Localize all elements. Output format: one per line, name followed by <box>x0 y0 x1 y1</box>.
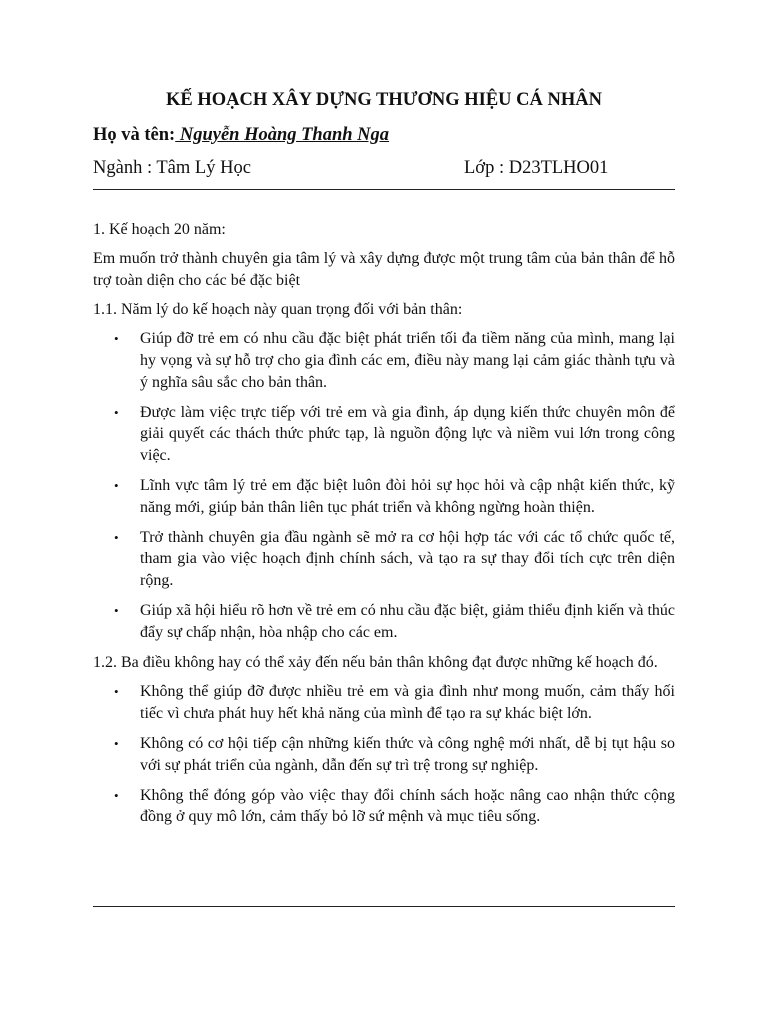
list-item-text: Không thể giúp đỡ được nhiều trẻ em và gia đình như mong muốn, cảm thấy hối tiếc vì chưa phát huy hết khả năng của mình để tạo ra sự khác biệt lớn. <box>140 683 675 723</box>
bullet-icon: • <box>114 529 119 545</box>
list-item-text: Trở thành chuyên gia đầu ngành sẽ mở ra cơ hội hợp tác với các tổ chức quốc tế, tham gia vào việc hoạch định chính sách, và tạo ra sự thay đổi tích cực trên diện rộng. <box>140 528 675 590</box>
list-item-text: Giúp đỡ trẻ em có nhu cầu đặc biệt phát triển tối đa tiềm năng của mình, mang lại hy vọng và sự hỗ trợ cho gia đình các em, điều này mang lại cảm giác thành tựu và ý nghĩa sâu sắc cho bản thân. <box>140 330 675 391</box>
bullet-icon: • <box>114 331 119 347</box>
bullet-icon: • <box>114 787 119 803</box>
list-item-text: Được làm việc trực tiếp với trẻ em và gia đình, áp dụng kiến thức chuyên môn để giải quyết các thách thức phức tạp, là nguồn động lực và niềm vui lớn trong công việc. <box>140 403 675 465</box>
list-item-text: Không thể đóng góp vào việc thay đổi chính sách hoặc nâng cao nhận thức cộng đồng ở quy mô lớn, cảm thấy bỏ lỡ sứ mệnh và mục tiêu sống. <box>140 786 675 826</box>
section-heading: 1. Kế hoạch 20 năm: <box>93 221 226 238</box>
list-item <box>93 733 675 777</box>
section-intro: Em muốn trở thành chuyên gia tâm lý và xây dựng được một trung tâm của bản thân để hỗ trợ toàn diện cho các bé đặc biệt <box>93 249 675 289</box>
header-divider <box>93 189 675 190</box>
reasons-list <box>93 328 675 643</box>
bullet-icon: • <box>114 404 119 420</box>
bullet-icon: • <box>114 602 119 618</box>
list-item-text: Lĩnh vực tâm lý trẻ em đặc biệt luôn đòi hỏi sự học hỏi và cập nhật kiến thức, kỹ năng mới, giúp bản thân liên tục phát triển và không ngừng hoàn thiện. <box>140 476 675 516</box>
bullet-icon: • <box>114 735 119 751</box>
bullet-icon: • <box>114 684 119 700</box>
document-title: KẾ HOẠCH XÂY DỰNG THƯƠNG HIỆU CÁ NHÂN <box>166 90 602 110</box>
class-field: Lớp : D23TLHO01 <box>464 158 609 178</box>
student-name-line <box>93 123 389 147</box>
document-body <box>93 219 675 836</box>
list-item <box>93 527 675 592</box>
subsection-heading-reasons: 1.1. Năm lý do kế hoạch này quan trọng đối với bản thân: <box>93 301 463 319</box>
list-item <box>93 402 675 467</box>
subsection-heading-risks: 1.2. Ba điều không hay có thể xảy đến nếu bản thân không đạt được những kế hoạch đó. <box>93 653 658 671</box>
major-field: Ngành : Tâm Lý Học <box>93 158 251 178</box>
name-label: Họ và tên: <box>93 125 176 145</box>
list-item <box>93 328 675 393</box>
student-name: Nguyễn Hoàng Thanh Nga <box>175 125 390 145</box>
list-item-text: Giúp xã hội hiểu rõ hơn về trẻ em có nhu cầu đặc biệt, giảm thiểu định kiến và thúc đẩy sự chấp nhận, hòa nhập cho các em. <box>140 601 675 641</box>
list-item <box>93 600 675 644</box>
risks-list <box>93 681 675 828</box>
list-item <box>93 681 675 725</box>
list-item-text: Không có cơ hội tiếp cận những kiến thức và công nghệ mới nhất, dễ bị tụt hậu so với sự phát triển của ngành, dẫn đến sự trì trệ trong sự nghiệp. <box>140 734 675 774</box>
bullet-icon: • <box>114 477 119 493</box>
list-item <box>93 475 675 519</box>
footer-divider <box>93 906 675 907</box>
list-item <box>93 785 675 829</box>
